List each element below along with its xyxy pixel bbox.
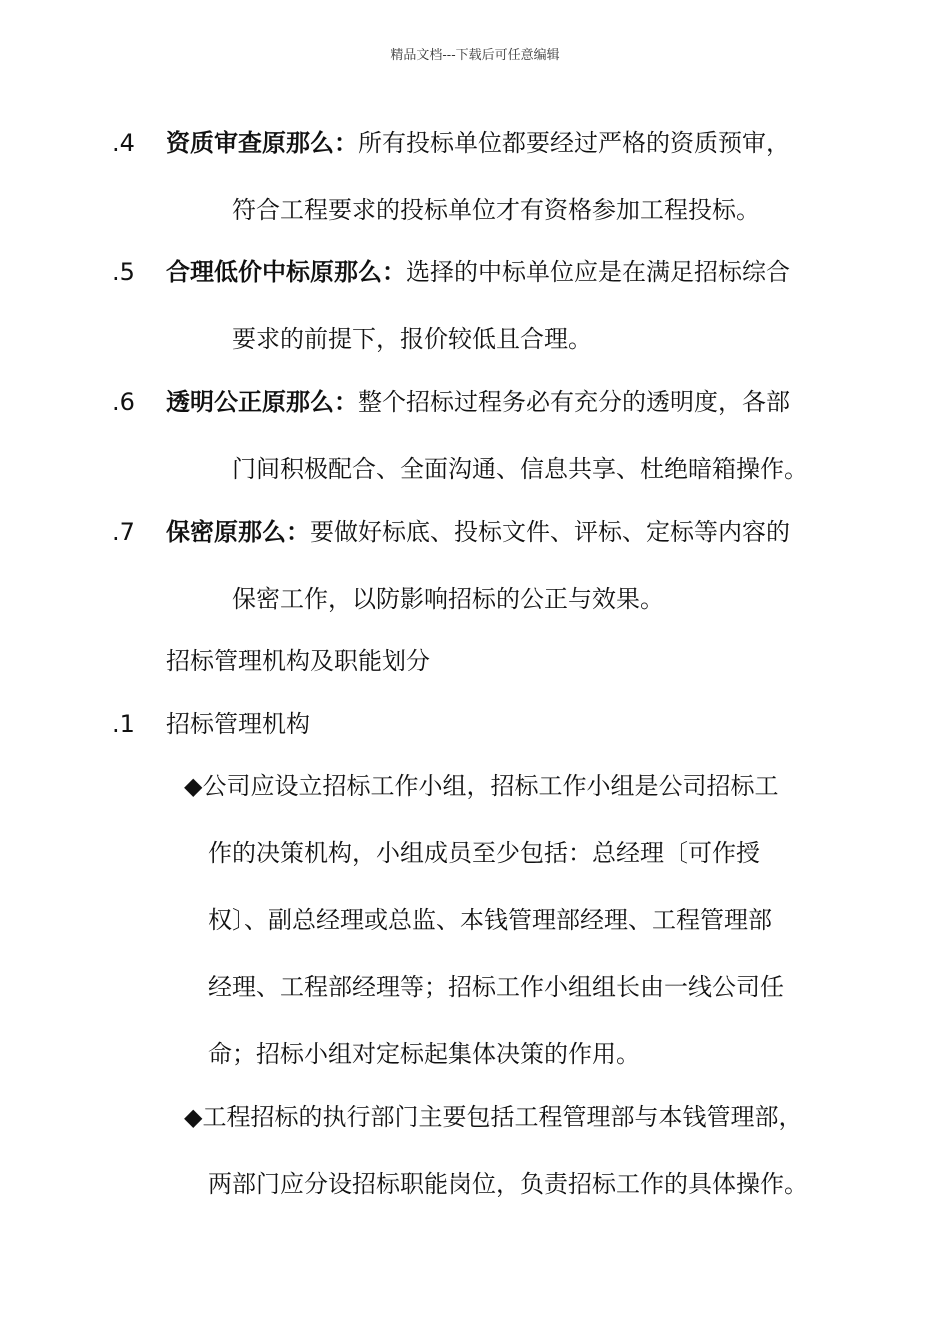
subsection-title: 招标管理机构 <box>166 710 310 738</box>
item-text: 要做好标底、投标文件、评标、定标等内容的 <box>310 518 790 546</box>
item-text: 所有投标单位都要经过严格的资质预审， <box>358 129 790 157</box>
item-continuation: 门间积极配合、全面沟通、信息共享、杜绝暗箱操作。 <box>232 455 808 483</box>
item-continuation: 要求的前提下，报价较低且合理。 <box>232 325 592 353</box>
item-title: 资质审查原那么： <box>166 128 358 157</box>
item-text: 选择的中标单位应是在满足招标综合 <box>406 258 790 286</box>
item-number: .5 <box>112 258 135 286</box>
item-continuation: 符合工程要求的投标单位才有资格参加工程投标。 <box>232 196 760 224</box>
bullet-continuation: 经理、工程部经理等；招标工作小组组长由一线公司任 <box>208 973 784 1001</box>
bullet-continuation: 两部门应分设招标职能岗位，负责招标工作的具体操作。 <box>208 1170 808 1198</box>
item-title: 透明公正原那么： <box>166 387 358 416</box>
item-title: 保密原那么： <box>166 517 310 546</box>
item-number: .6 <box>112 388 135 416</box>
bullet-text: ◆公司应设立招标工作小组，招标工作小组是公司招标工 <box>184 772 779 800</box>
bullet-continuation: 作的决策机构，小组成员至少包括：总经理〔可作授 <box>208 839 760 867</box>
item-title: 合理低价中标原那么： <box>166 257 406 286</box>
bullet-continuation: 权〕、副总经理或总监、本钱管理部经理、工程管理部 <box>208 906 772 934</box>
item-text: 整个招标过程务必有充分的透明度，各部 <box>358 388 790 416</box>
section-title: 招标管理机构及职能划分 <box>166 647 430 675</box>
item-continuation: 保密工作，以防影响招标的公正与效果。 <box>232 585 664 613</box>
item-number: .4 <box>112 129 135 157</box>
page-header: 精品文档---下载后可任意编辑 <box>390 48 560 63</box>
bullet-text: ◆工程招标的执行部门主要包括工程管理部与本钱管理部， <box>184 1103 803 1131</box>
item-number: .7 <box>112 518 135 546</box>
bullet-continuation: 命；招标小组对定标起集体决策的作用。 <box>208 1040 640 1068</box>
subsection-number: .1 <box>112 710 135 738</box>
